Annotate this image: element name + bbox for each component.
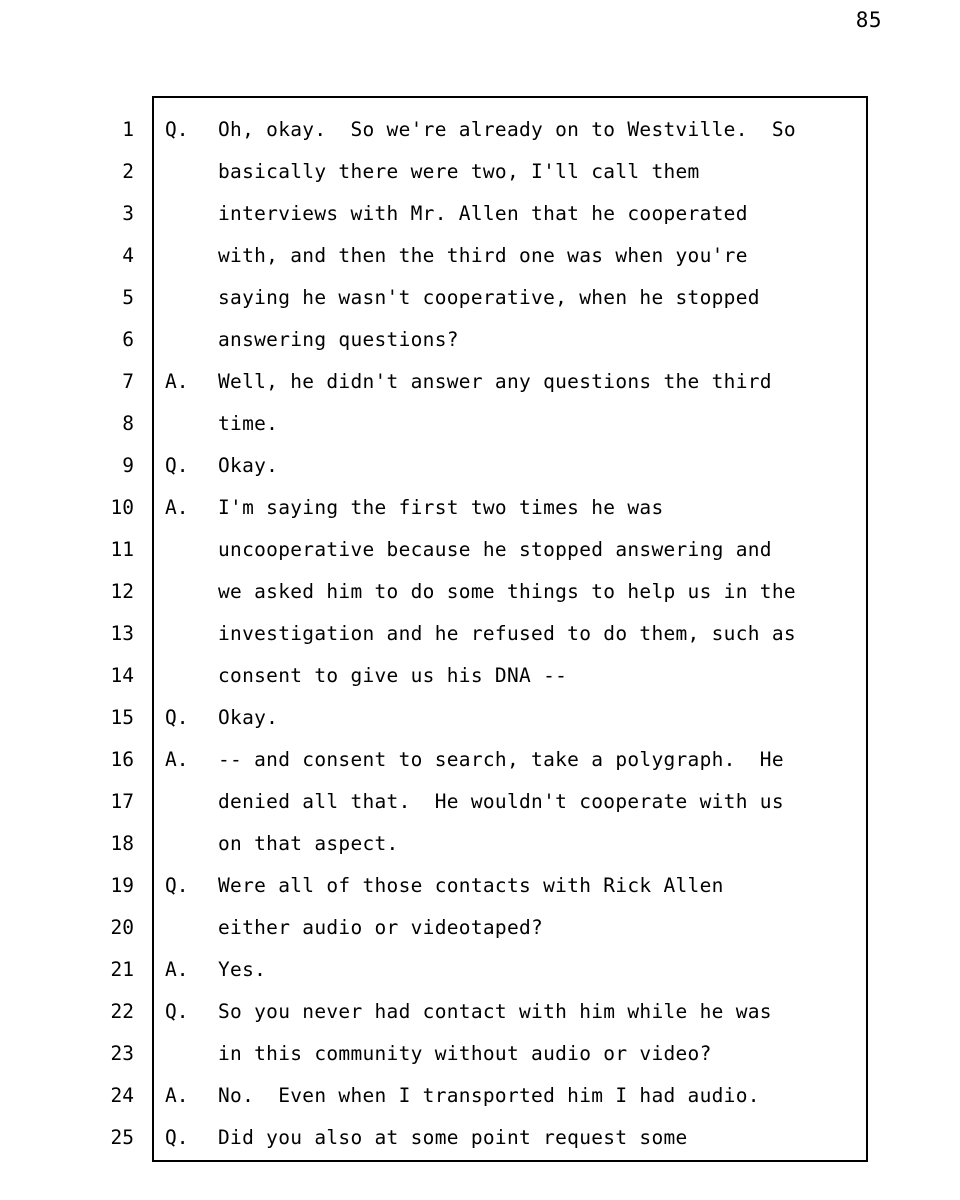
transcript-line: [0, 1075, 960, 1117]
line-number: 15: [110, 706, 134, 729]
line-text: Well, he didn't answer any questions the third: [218, 370, 772, 393]
line-number: 22: [110, 1000, 134, 1023]
transcript-line: [0, 193, 960, 235]
line-number: 10: [110, 496, 134, 519]
speaker-label: Q.: [165, 118, 189, 141]
transcript-line: [0, 319, 960, 361]
line-text: Were all of those contacts with Rick Allen: [218, 874, 724, 897]
line-number: 12: [110, 580, 134, 603]
page-number: 85: [855, 8, 882, 32]
line-text: Oh, okay. So we're already on to Westville. So: [218, 118, 796, 141]
transcript-line: [0, 655, 960, 697]
transcript-line: [0, 151, 960, 193]
transcript-line: [0, 613, 960, 655]
line-number: 20: [110, 916, 134, 939]
line-text: investigation and he refused to do them, such as: [218, 622, 796, 645]
speaker-label: Q.: [165, 1126, 189, 1149]
line-text: So you never had contact with him while he was: [218, 1000, 772, 1023]
line-text: saying he wasn't cooperative, when he stopped: [218, 286, 760, 309]
line-text: Yes.: [218, 958, 267, 981]
line-number: 7: [122, 370, 134, 393]
line-number: 3: [122, 202, 134, 225]
line-number: 13: [110, 622, 134, 645]
line-text: denied all that. He wouldn't cooperate with us: [218, 790, 784, 813]
line-number: 6: [122, 328, 134, 351]
line-text: in this community without audio or video?: [218, 1042, 712, 1065]
line-text: No. Even when I transported him I had audio.: [218, 1084, 760, 1107]
speaker-label: Q.: [165, 1000, 189, 1023]
line-number: 21: [110, 958, 134, 981]
transcript-line: [0, 1033, 960, 1075]
line-text: answering questions?: [218, 328, 459, 351]
speaker-label: A.: [165, 748, 189, 771]
transcript-line: [0, 529, 960, 571]
line-text: with, and then the third one was when you're: [218, 244, 748, 267]
line-number: 16: [110, 748, 134, 771]
line-number: 4: [122, 244, 134, 267]
transcript-line: [0, 781, 960, 823]
line-text: uncooperative because he stopped answering and: [218, 538, 772, 561]
line-number: 5: [122, 286, 134, 309]
speaker-label: A.: [165, 958, 189, 981]
transcript-line: [0, 235, 960, 277]
transcript-line: [0, 907, 960, 949]
transcript-lines: [0, 109, 960, 1159]
transcript-line: [0, 109, 960, 151]
speaker-label: A.: [165, 370, 189, 393]
transcript-line: [0, 991, 960, 1033]
line-number: 25: [110, 1126, 134, 1149]
speaker-label: Q.: [165, 706, 189, 729]
transcript-line: [0, 949, 960, 991]
transcript-line: [0, 487, 960, 529]
line-number: 23: [110, 1042, 134, 1065]
line-number: 9: [122, 454, 134, 477]
transcript-line: [0, 361, 960, 403]
line-text: I'm saying the first two times he was: [218, 496, 664, 519]
line-text: we asked him to do some things to help us in the: [218, 580, 796, 603]
line-number: 1: [122, 118, 134, 141]
transcript-line: [0, 403, 960, 445]
line-text: time.: [218, 412, 279, 435]
line-number: 19: [110, 874, 134, 897]
line-number: 14: [110, 664, 134, 687]
transcript-line: [0, 277, 960, 319]
line-text: on that aspect.: [218, 832, 399, 855]
line-number: 24: [110, 1084, 134, 1107]
line-number: 8: [122, 412, 134, 435]
line-text: either audio or videotaped?: [218, 916, 544, 939]
line-text: -- and consent to search, take a polygraph. He: [218, 748, 784, 771]
transcript-line: [0, 865, 960, 907]
line-text: Did you also at some point request some: [218, 1126, 688, 1149]
speaker-label: A.: [165, 496, 189, 519]
transcript-line: [0, 739, 960, 781]
line-number: 17: [110, 790, 134, 813]
transcript-line: [0, 445, 960, 487]
transcript-line: [0, 697, 960, 739]
line-number: 18: [110, 832, 134, 855]
transcript-line: [0, 1117, 960, 1159]
transcript-line: [0, 571, 960, 613]
transcript-line: [0, 823, 960, 865]
line-text: Okay.: [218, 706, 279, 729]
line-text: consent to give us his DNA --: [218, 664, 568, 687]
speaker-label: Q.: [165, 454, 189, 477]
line-number: 2: [122, 160, 134, 183]
speaker-label: Q.: [165, 874, 189, 897]
speaker-label: A.: [165, 1084, 189, 1107]
line-text: interviews with Mr. Allen that he cooperated: [218, 202, 748, 225]
line-text: basically there were two, I'll call them: [218, 160, 700, 183]
line-text: Okay.: [218, 454, 279, 477]
line-number: 11: [110, 538, 134, 561]
